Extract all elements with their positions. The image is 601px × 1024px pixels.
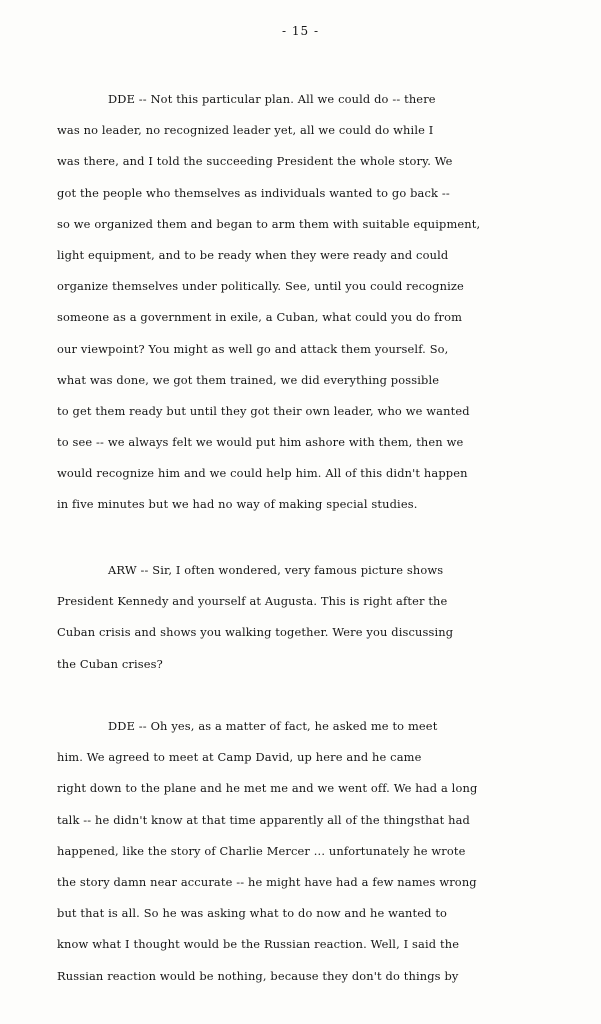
- text-line: so we organized them and began to arm them with suitable equipment,: [57, 216, 481, 231]
- text-line: Russian reaction would be nothing, because they don't do things by: [57, 968, 459, 983]
- text-line: what was done, we got them trained, we did everything possible: [57, 372, 440, 387]
- text-line: right down to the plane and he met me and we went off. We had a long: [57, 781, 478, 796]
- text-line: was no leader, no recognized leader yet, all we could do while I: [57, 123, 434, 138]
- paragraph-dde-response-2: [57, 718, 557, 999]
- text-line: but that is all. So he was asking what to do now and he wanted to: [57, 906, 448, 921]
- text-line: was there, and I told the succeeding President the whole story. We: [57, 154, 453, 169]
- text-line: the story damn near accurate -- he might have had a few names wrong: [57, 874, 477, 889]
- text-line: him. We agreed to meet at Camp David, up here and he came: [57, 750, 422, 765]
- paragraph-dde-response-1: [57, 91, 557, 528]
- text-line: talk -- he didn't know at that time apparently all of the thingsthat had: [57, 812, 470, 827]
- text-line: to see -- we always felt we would put him ashore with them, then we: [57, 435, 464, 450]
- text-line: light equipment, and to be ready when they were ready and could: [57, 247, 449, 262]
- text-line: ARW -- Sir, I often wondered, very famous picture shows: [108, 563, 444, 577]
- text-line: organize themselves under politically. See, until you could recognize: [57, 279, 464, 294]
- text-line: the Cuban crises?: [57, 656, 163, 671]
- text-line: in five minutes but we had no way of making special studies.: [57, 497, 418, 512]
- text-line: DDE -- Oh yes, as a matter of fact, he asked me to meet: [108, 719, 438, 733]
- text-line: President Kennedy and yourself at Augusta. This is right after the: [57, 594, 448, 609]
- page-number: - 15 -: [281, 24, 319, 38]
- text-line: know what I thought would be the Russian reaction. Well, I said the: [57, 937, 460, 952]
- text-line: got the people who themselves as individuals wanted to go back --: [57, 185, 450, 200]
- text-line: would recognize him and we could help him. All of this didn't happen: [57, 466, 468, 481]
- paragraph-arw-question: [57, 562, 557, 687]
- text-line: happened, like the story of Charlie Mercer ... unfortunately he wrote: [57, 843, 466, 858]
- text-line: our viewpoint? You might as well go and attack them yourself. So,: [57, 341, 449, 356]
- text-line: DDE -- Not this particular plan. All we could do -- there: [108, 92, 436, 106]
- text-line: someone as a government in exile, a Cuban, what could you do from: [57, 310, 463, 325]
- text-line: Cuban crisis and shows you walking together. Were you discussing: [57, 625, 454, 640]
- text-line: to get them ready but until they got their own leader, who we wanted: [57, 403, 470, 418]
